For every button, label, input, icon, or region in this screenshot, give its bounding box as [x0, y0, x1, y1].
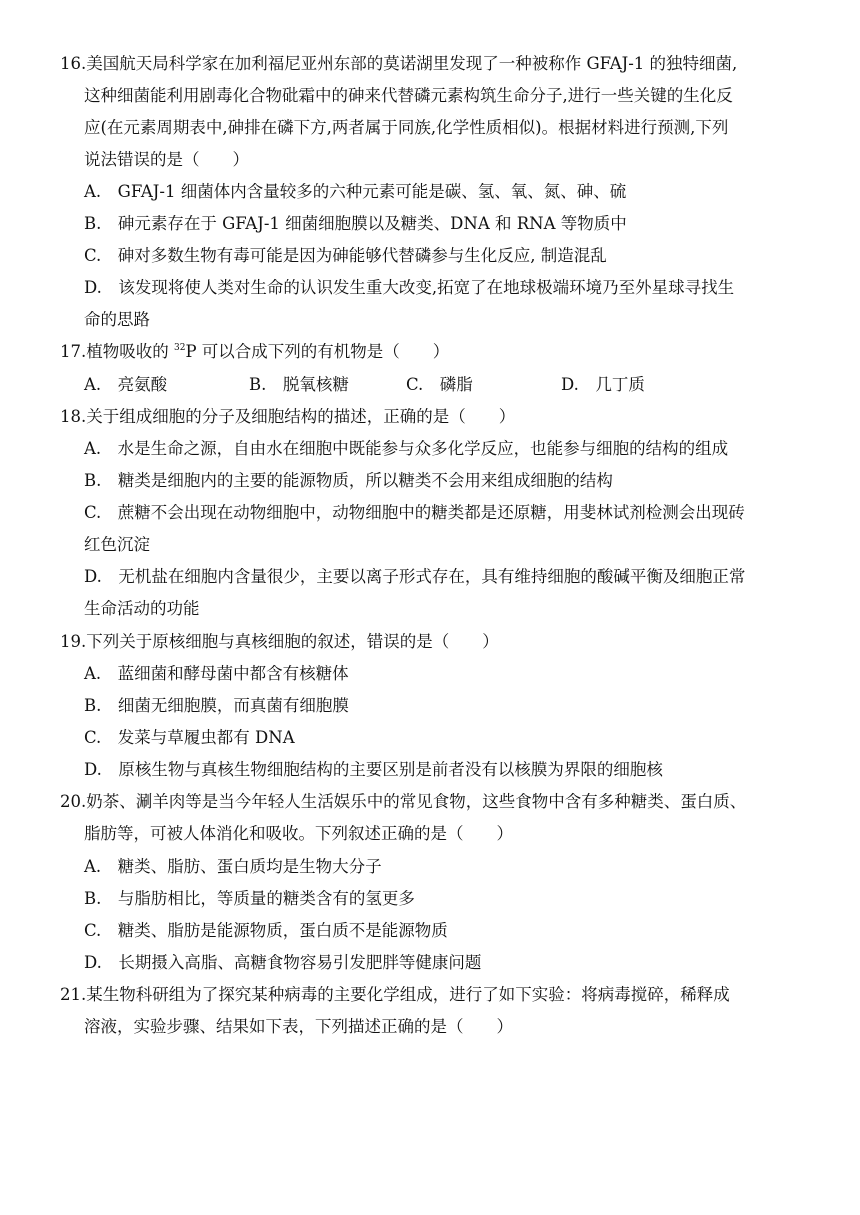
- question-18-option-a: A. 水是生命之源，自由水在细胞中既能参与众多化学反应，也能参与细胞的结构的组成: [84, 439, 729, 458]
- question-19-option-c: C. 发菜与草履虫都有 DNA: [84, 728, 295, 747]
- question-16-option-a: A. GFAJ-1 细菌体内含量较多的六种元素可能是碳、氢、氧、氮、砷、硫: [84, 182, 627, 201]
- question-21-number: 21.: [60, 985, 87, 1004]
- question-17-option-d: D. 几丁质: [561, 375, 645, 394]
- question-18-stem: [60, 405, 515, 429]
- question-21-line-1: [60, 983, 730, 1007]
- question-17-stem-post: P 可以合成下列的有机物是（ ）: [185, 342, 450, 361]
- question-17-option-c: C. 磷脂: [406, 375, 473, 394]
- question-16-option-d-line-1: D. 该发现将使人类对生命的认识发生重大改变,拓宽了在地球极端环境乃至外星球寻找生: [84, 278, 735, 297]
- question-18-option-c-line-1: C. 蔗糖不会出现在动物细胞中，动物细胞中的糖类都是还原糖，用斐林试剂检测会出现砖: [84, 503, 745, 522]
- question-16-number: 16.: [60, 54, 87, 73]
- question-17-option-b: B. 脱氧核糖: [249, 375, 349, 394]
- question-16-option-d-line-2: 命的思路: [84, 310, 150, 329]
- question-20-number: 20.: [60, 792, 87, 811]
- question-18-option-d-line-1: D. 无机盐在细胞内含量很少，主要以离子形式存在，具有维持细胞的酸碱平衡及细胞正常: [84, 567, 746, 586]
- question-20-option-d: D. 长期摄入高脂、高糖食物容易引发肥胖等健康问题: [84, 953, 482, 972]
- question-17-superscript: 32: [174, 343, 186, 353]
- question-19-stem: [60, 630, 499, 654]
- question-20-stem-line-1: 奶茶、涮羊肉等是当今年轻人生活娱乐中的常见食物，这些食物中含有多种糖类、蛋白质、: [86, 792, 747, 811]
- question-20-option-c: C. 糖类、脂肪是能源物质，蛋白质不是能源物质: [84, 921, 448, 940]
- question-18-option-d-line-2: 生命活动的功能: [84, 599, 200, 618]
- question-18-option-b: B. 糖类是细胞内的主要的能源物质，所以糖类不会用来组成细胞的结构: [84, 471, 613, 490]
- question-17-stem-pre: 植物吸收的: [86, 342, 174, 361]
- question-19-stem-text: 下列关于原核细胞与真核细胞的叙述，错误的是（ ）: [86, 632, 499, 651]
- question-16-stem-line-2: 这种细菌能利用剧毒化合物砒霜中的砷来代替磷元素构筑生命分子,进行一些关键的生化反: [84, 86, 733, 105]
- question-19-option-d: D. 原核生物与真核生物细胞结构的主要区别是前者没有以核膜为界限的细胞核: [84, 760, 663, 779]
- question-19-number: 19.: [60, 632, 87, 651]
- question-16-stem-line-3: 应(在元素周期表中,砷排在磷下方,两者属于同族,化学性质相似)。根据材料进行预测,下列: [84, 118, 729, 137]
- question-17-number: 17.: [60, 342, 87, 361]
- question-16-option-c: C. 砷对多数生物有毒可能是因为砷能够代替磷参与生化反应, 制造混乱: [84, 246, 607, 265]
- question-20-option-b: B. 与脂肪相比，等质量的糖类含有的氢更多: [84, 889, 415, 908]
- question-17-stem: [60, 340, 449, 367]
- question-19-option-a: A. 蓝细菌和酵母菌中都含有核糖体: [84, 664, 349, 683]
- question-16-stem-line-1: 美国航天局科学家在加利福尼亚州东部的莫诺湖里发现了一种被称作 GFAJ-1 的独特细菌,: [86, 54, 738, 73]
- question-17-option-a: A. 亮氨酸: [84, 375, 168, 394]
- question-20-stem-line-2: 脂肪等，可被人体消化和吸收。下列叙述正确的是（ ）: [84, 824, 513, 843]
- question-16-line-1: [60, 52, 737, 76]
- question-18-number: 18.: [60, 407, 87, 426]
- question-19-option-b: B. 细菌无细胞膜，而真菌有细胞膜: [84, 696, 349, 715]
- question-16-stem-line-4: 说法错误的是（ ）: [84, 150, 249, 169]
- question-18-stem-text: 关于组成细胞的分子及细胞结构的描述，正确的是（ ）: [86, 407, 516, 426]
- question-18-option-c-line-2: 红色沉淀: [84, 535, 150, 554]
- question-20-option-a: A. 糖类、脂肪、蛋白质均是生物大分子: [84, 857, 382, 876]
- question-21-stem-line-2: 溶液，实验步骤、结果如下表，下列描述正确的是（ ）: [84, 1017, 513, 1036]
- question-16-option-b: B. 砷元素存在于 GFAJ-1 细菌细胞膜以及糖类、DNA 和 RNA 等物质中: [84, 214, 627, 233]
- question-20-line-1: [60, 790, 746, 814]
- question-21-stem-line-1: 某生物科研组为了探究某种病毒的主要化学组成，进行了如下实验：将病毒搅碎，稀释成: [86, 985, 730, 1004]
